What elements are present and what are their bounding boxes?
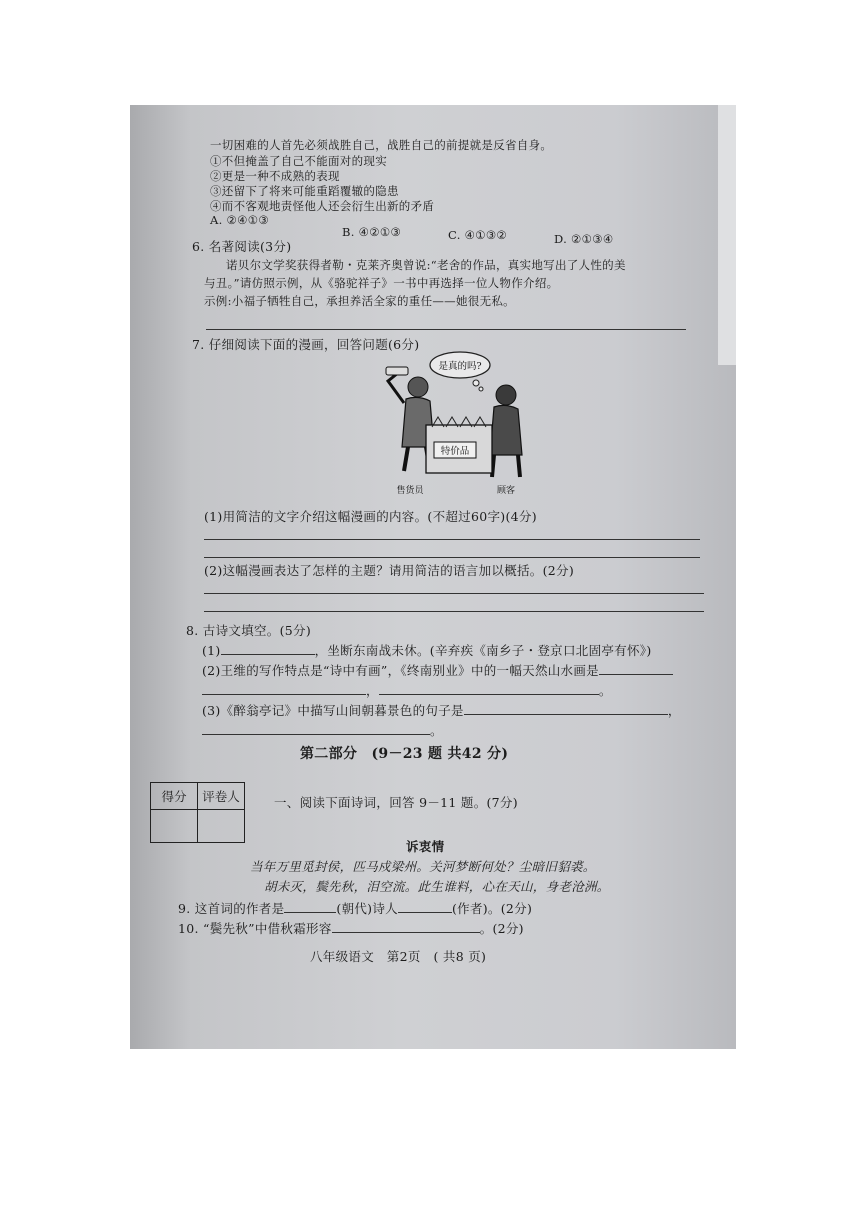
section1-title: 一、阅读下面诗词，回答 9－11 题。(7分) bbox=[274, 795, 518, 810]
q8-1-text: ，坐断东南战未休。(辛弃疾《南乡子・登京口北固亭有怀》) bbox=[314, 643, 652, 658]
q10-text-b: 。(2分) bbox=[479, 921, 524, 936]
score-header: 得分 bbox=[151, 783, 198, 810]
q10 bbox=[178, 919, 524, 937]
q5-sentence-1: ①不但掩盖了自己不能面对的现实 bbox=[210, 154, 387, 168]
q10-text-a: 10. “鬓先秋”中借秋霜形容 bbox=[178, 921, 332, 936]
q8-2-blank-b[interactable] bbox=[202, 682, 366, 695]
q5-option-b: B. ④②①③ bbox=[342, 225, 402, 239]
q8-3-blank-b[interactable] bbox=[202, 722, 430, 735]
product-held bbox=[386, 367, 408, 375]
q7-sub2-line-1[interactable] bbox=[204, 593, 704, 594]
score-table bbox=[150, 782, 245, 843]
page-footer: 八年级语文 第2页 ( 共8 页) bbox=[310, 949, 487, 964]
q8-1-label: (1) bbox=[202, 643, 221, 658]
paper-edge-shadow bbox=[718, 105, 736, 365]
q8-2-text: (2)王维的写作特点是“诗中有画”，《终南别业》中的一幅天然山水画是 bbox=[202, 663, 599, 678]
q9 bbox=[178, 899, 532, 917]
poem-line-2: 胡未灭，鬓先秋，泪空流。此生谁料，心在天山，身老沧洲。 bbox=[264, 879, 610, 894]
q7-sub1: (1)用简洁的文字介绍这幅漫画的内容。(不超过60字)(4分) bbox=[204, 509, 537, 524]
part2-title: 第二部分 (9－23 题 共42 分) bbox=[300, 746, 509, 762]
q8-2-blank-c[interactable] bbox=[379, 682, 599, 695]
q8-line-3-cont: 。 bbox=[202, 721, 443, 739]
q8-line-1 bbox=[202, 641, 652, 659]
q8-line-3: (3)《醉翁亭记》中描写山间朝暮景色的句子是 ， bbox=[202, 703, 681, 718]
poem-line-1: 当年万里觅封侯，匹马戍梁州。关河梦断何处？尘暗旧貂裘。 bbox=[250, 859, 596, 874]
q5-option-d: D. ②①③④ bbox=[554, 232, 614, 246]
q8-2-blank-a[interactable] bbox=[599, 662, 673, 675]
q7-sub1-line-2[interactable] bbox=[204, 557, 700, 558]
q8-title: 8. 古诗文填空。(5分) bbox=[186, 623, 312, 638]
salesperson-arm bbox=[388, 373, 404, 403]
q9-blank-author[interactable] bbox=[398, 900, 452, 913]
cartoon-illustration bbox=[368, 347, 548, 497]
poem-title: 诉衷情 bbox=[406, 839, 445, 854]
q10-blank[interactable] bbox=[332, 920, 480, 933]
q6-example: 示例:小福子牺牲自己，承担养活全家的重任——她很无私。 bbox=[204, 294, 515, 308]
q7-sub2: (2)这幅漫画表达了怎样的主题？请用简洁的语言加以概括。(2分) bbox=[204, 563, 575, 578]
bubble-text: 是真的吗? bbox=[438, 361, 482, 372]
salesperson-head bbox=[408, 377, 428, 397]
q8-3-text: (3)《醉翁亭记》中描写山间朝暮景色的句子是 bbox=[202, 703, 464, 718]
q6-paragraph-2: 与丑。”请仿照示例，从《骆驼祥子》一书中再选择一位人物作介绍。 bbox=[204, 276, 559, 290]
q9-text-b: (朝代)诗人 bbox=[336, 901, 398, 916]
q8-3-blank-a[interactable] bbox=[464, 702, 668, 715]
q6-answer-line[interactable] bbox=[206, 329, 686, 330]
grader-cell[interactable] bbox=[198, 810, 245, 843]
q5-option-a: A. ②④①③ bbox=[210, 213, 269, 227]
q7-sub2-line-2[interactable] bbox=[204, 611, 704, 612]
sign-text: 特价品 bbox=[440, 446, 470, 457]
q6-paragraph-1: 诺贝尔文学奖获得者勒・克莱齐奥曾说:“老舍的作品，真实地写出了人性的美 bbox=[226, 258, 626, 272]
q9-text-a: 9. 这首词的作者是 bbox=[178, 901, 285, 916]
q6-title: 6. 名著阅读(3分) bbox=[192, 239, 292, 254]
q8-line-2-cont: ， 。 bbox=[202, 681, 612, 699]
customer-head bbox=[496, 385, 516, 405]
q5-sentence-3: ③还留下了将来可能重蹈覆辙的隐患 bbox=[210, 184, 399, 198]
grader-header: 评卷人 bbox=[198, 783, 245, 810]
q7-sub1-line-1[interactable] bbox=[204, 539, 700, 540]
q5-lead: 一切困难的人首先必须战胜自己，战胜自己的前提就是反省自身。 bbox=[210, 138, 553, 152]
q9-text-c: (作者)。(2分) bbox=[451, 901, 533, 916]
exam-paper bbox=[130, 105, 736, 1049]
q8-1-blank[interactable] bbox=[221, 642, 315, 655]
score-cell[interactable] bbox=[151, 810, 198, 843]
q9-blank-dynasty[interactable] bbox=[284, 900, 336, 913]
q5-option-c: C. ④①③② bbox=[448, 228, 508, 242]
q7-title: 7. 仔细阅读下面的漫画，回答问题(6分) bbox=[192, 337, 420, 352]
q5-sentence-2: ②更是一种不成熟的表现 bbox=[210, 169, 340, 183]
customer-body bbox=[490, 405, 522, 455]
label-customer: 顾客 bbox=[496, 486, 516, 496]
q5-sentence-4: ④而不客观地责怪他人还会衍生出新的矛盾 bbox=[210, 199, 435, 213]
label-salesperson: 售货员 bbox=[396, 486, 424, 496]
q8-line-2 bbox=[202, 661, 673, 679]
